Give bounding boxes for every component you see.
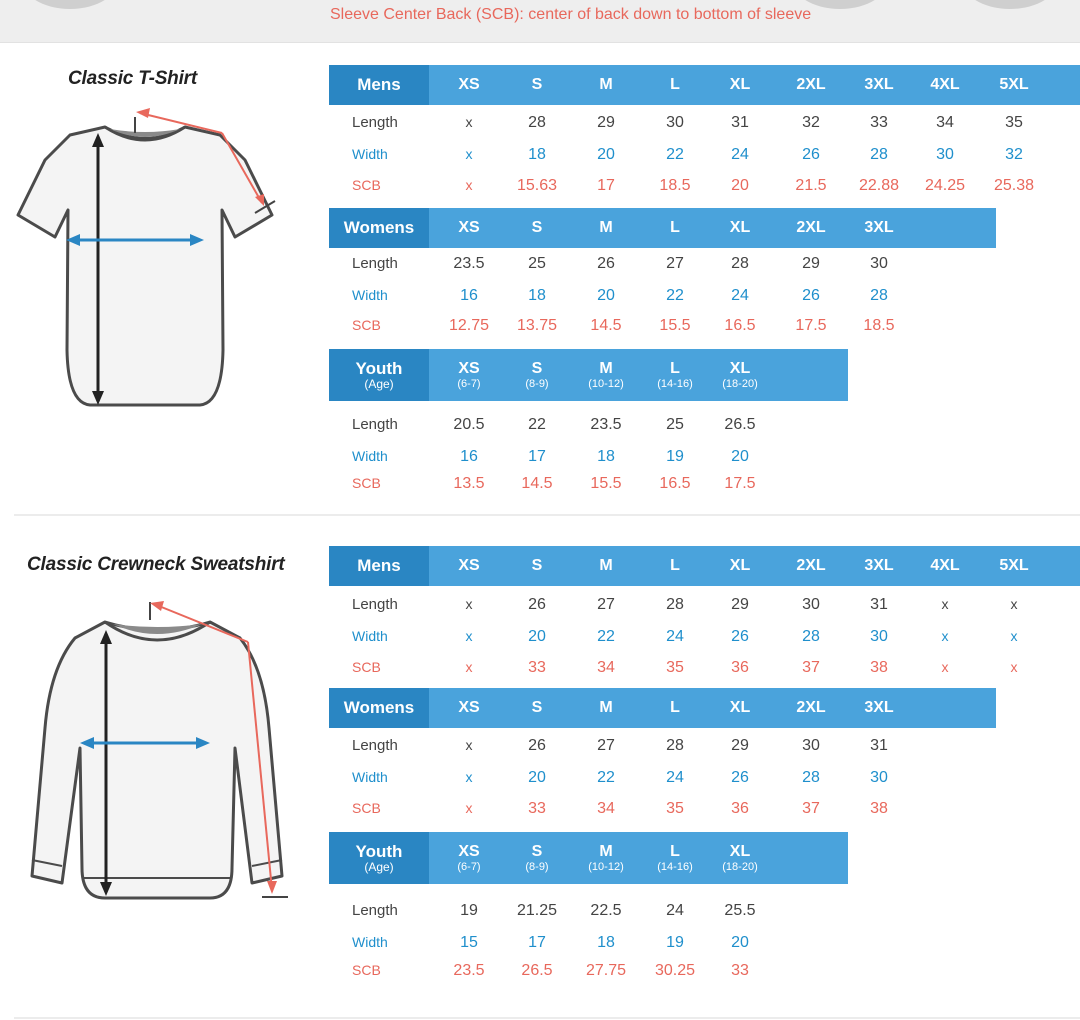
size-label [434, 65, 504, 105]
scb-value: 13.75 [516, 317, 558, 334]
group-label [329, 688, 429, 728]
size-name: XL [729, 76, 751, 94]
size-label [502, 546, 572, 586]
size-name: 3XL [864, 219, 894, 237]
size-name: XS [458, 557, 480, 575]
length-value: 27 [597, 596, 615, 613]
size-name: XL [729, 699, 751, 717]
scb-definition-note: Sleeve Center Back (SCB): center of back down to bottom of sleeve [330, 6, 812, 23]
size-name: L [670, 76, 680, 94]
age-range: (8-9) [525, 377, 549, 390]
length-value: 29 [802, 255, 820, 272]
scb-value: 17 [597, 177, 615, 194]
scb-value: 13.5 [453, 475, 485, 492]
size-name: M [599, 219, 613, 237]
size-name: S [531, 219, 543, 237]
size-name: 2XL [796, 699, 826, 717]
age-range: (10-12) [588, 860, 624, 873]
size-name: S [531, 360, 543, 378]
size-label [776, 208, 846, 248]
age-range: (18-20) [722, 860, 758, 873]
scb-value: 15.5 [590, 475, 622, 492]
group-sub: (Age) [364, 859, 394, 874]
size-header-youth [329, 349, 848, 401]
length-value: 23.5 [590, 416, 622, 433]
width-value: 28 [870, 287, 888, 304]
size-name: XS [458, 76, 480, 94]
scb-value: 35 [666, 800, 684, 817]
width-value: 26 [731, 769, 749, 786]
size-label [705, 208, 775, 248]
scb-row [0, 475, 1080, 497]
size-name: M [599, 557, 613, 575]
length-value: 26.5 [724, 416, 756, 433]
size-label [434, 349, 504, 401]
scb-value: 34 [597, 800, 615, 817]
width-value: 20 [528, 628, 546, 645]
size-label [640, 688, 710, 728]
size-label [776, 65, 846, 105]
size-name: S [531, 699, 543, 717]
size-label [571, 688, 641, 728]
width-value: 20 [731, 934, 749, 951]
length-value: 30 [666, 114, 684, 131]
row-label-width: Width [352, 628, 388, 644]
age-range: (14-16) [657, 860, 693, 873]
width-value: 17 [528, 448, 546, 465]
size-name: 2XL [796, 557, 826, 575]
length-row [0, 255, 1080, 277]
scb-value: 36 [731, 659, 749, 676]
size-label [502, 349, 572, 401]
length-row [0, 737, 1080, 759]
scb-value: 15.63 [516, 177, 558, 194]
length-value: 30 [802, 737, 820, 754]
row-label-scb: SCB [352, 177, 381, 193]
length-value: 21.25 [516, 902, 558, 919]
scb-value: 25.38 [993, 177, 1035, 194]
size-label [705, 688, 775, 728]
scb-value: x [465, 177, 473, 193]
age-range: (6-7) [457, 860, 481, 873]
length-value: x [941, 596, 949, 612]
size-name: 3XL [864, 699, 894, 717]
scb-value: 17.5 [724, 475, 756, 492]
size-name: L [670, 557, 680, 575]
scb-value: 17.5 [795, 317, 827, 334]
width-value: 18 [597, 448, 615, 465]
length-row [0, 596, 1080, 618]
group-label [329, 546, 429, 586]
width-value: 26 [802, 146, 820, 163]
scb-row [0, 317, 1080, 339]
width-value: x [1010, 628, 1018, 644]
row-label-length: Length [352, 737, 398, 754]
length-value: 26 [597, 255, 615, 272]
size-label [571, 208, 641, 248]
scb-value: x [465, 800, 473, 816]
scb-value: 24.25 [924, 177, 966, 194]
size-label [776, 546, 846, 586]
scb-value: 33 [528, 800, 546, 817]
width-value: 20 [597, 146, 615, 163]
size-name: M [599, 843, 613, 861]
row-label-scb: SCB [352, 962, 381, 978]
size-label [640, 349, 710, 401]
size-header-mens [329, 65, 1080, 105]
scb-value: 18.5 [863, 317, 895, 334]
scb-value: x [941, 659, 949, 675]
width-value: 24 [666, 628, 684, 645]
size-name: M [599, 360, 613, 378]
size-name: 4XL [930, 76, 960, 94]
length-value: 30 [802, 596, 820, 613]
width-row [0, 448, 1080, 470]
size-name: L [670, 699, 680, 717]
length-value: x [465, 114, 473, 130]
length-value: 20.5 [453, 416, 485, 433]
scb-value: 23.5 [453, 962, 485, 979]
length-value: 28 [666, 737, 684, 754]
row-label-width: Width [352, 146, 388, 162]
width-value: 32 [1005, 146, 1023, 163]
width-value: 24 [731, 287, 749, 304]
width-value: 19 [666, 448, 684, 465]
length-value: 28 [666, 596, 684, 613]
width-value: 28 [870, 146, 888, 163]
length-value: 24 [666, 902, 684, 919]
scb-value: 12.75 [448, 317, 490, 334]
width-value: 30 [936, 146, 954, 163]
size-name: 3XL [864, 557, 894, 575]
size-name: XS [458, 219, 480, 237]
width-value: 16 [460, 287, 478, 304]
size-name: S [531, 557, 543, 575]
size-name: 3XL [864, 76, 894, 94]
size-name: 5XL [999, 76, 1029, 94]
width-value: 28 [802, 628, 820, 645]
length-value: 25.5 [724, 902, 756, 919]
scb-value: 16.5 [724, 317, 756, 334]
row-label-length: Length [352, 114, 398, 131]
scb-row [0, 800, 1080, 822]
size-label [434, 832, 504, 884]
width-value: 20 [597, 287, 615, 304]
scb-value: 27.75 [585, 962, 627, 979]
length-value: 19 [460, 902, 478, 919]
size-label [434, 688, 504, 728]
length-value: 25 [666, 416, 684, 433]
width-value: 16 [460, 448, 478, 465]
size-name: 4XL [930, 557, 960, 575]
scb-value: 30.25 [654, 962, 696, 979]
length-value: 31 [870, 737, 888, 754]
group-label [329, 349, 429, 401]
scb-value: x [465, 659, 473, 675]
size-label [844, 65, 914, 105]
scb-value: 36 [731, 800, 749, 817]
scb-value: 21.5 [795, 177, 827, 194]
row-label-length: Length [352, 255, 398, 272]
length-value: 35 [1005, 114, 1023, 131]
size-label [705, 546, 775, 586]
size-label [502, 65, 572, 105]
width-row [0, 146, 1080, 168]
size-label [434, 546, 504, 586]
size-name: L [670, 360, 680, 378]
row-label-scb: SCB [352, 475, 381, 491]
width-value: 22 [597, 769, 615, 786]
length-value: 29 [731, 596, 749, 613]
length-value: 26 [528, 737, 546, 754]
size-name: M [599, 699, 613, 717]
section-title-sweatshirt: Classic Crewneck Sweatshirt [27, 554, 285, 575]
section-divider [14, 514, 1080, 516]
length-value: 30 [870, 255, 888, 272]
width-value: 18 [528, 287, 546, 304]
size-header-mens [329, 546, 1080, 586]
size-label [502, 688, 572, 728]
size-label [705, 832, 775, 884]
width-value: 24 [666, 769, 684, 786]
row-label-scb: SCB [352, 659, 381, 675]
width-value: 20 [528, 769, 546, 786]
size-label [910, 546, 980, 586]
size-label [979, 546, 1049, 586]
scb-value: 20 [731, 177, 749, 194]
width-row [0, 769, 1080, 791]
size-name: XS [458, 360, 480, 378]
width-value: 17 [528, 934, 546, 951]
width-value: 22 [597, 628, 615, 645]
length-value: 29 [731, 737, 749, 754]
row-label-width: Width [352, 287, 388, 303]
group-label [329, 65, 429, 105]
size-label [705, 65, 775, 105]
width-value: x [465, 146, 473, 162]
size-name: L [670, 219, 680, 237]
size-label [640, 65, 710, 105]
size-name: XL [729, 360, 751, 378]
row-label-length: Length [352, 596, 398, 613]
row-label-length: Length [352, 416, 398, 433]
scb-value: 18.5 [659, 177, 691, 194]
scb-value: 38 [870, 800, 888, 817]
width-value: x [465, 628, 473, 644]
width-row [0, 628, 1080, 650]
length-value: x [465, 596, 473, 612]
scb-value: 38 [870, 659, 888, 676]
size-name: XS [458, 699, 480, 717]
scb-value: 14.5 [590, 317, 622, 334]
scb-value: x [1010, 659, 1018, 675]
group-name: Womens [343, 218, 415, 238]
section-title-tshirt: Classic T-Shirt [68, 68, 197, 89]
size-name: L [670, 843, 680, 861]
length-value: 22 [528, 416, 546, 433]
size-label [910, 65, 980, 105]
length-value: 31 [870, 596, 888, 613]
decorative-circle [20, 0, 120, 9]
width-value: x [941, 628, 949, 644]
row-label-scb: SCB [352, 800, 381, 816]
bottom-divider [14, 1017, 1080, 1019]
size-label [844, 688, 914, 728]
width-value: 19 [666, 934, 684, 951]
scb-value: 22.88 [858, 177, 900, 194]
length-value: 29 [597, 114, 615, 131]
size-name: 2XL [796, 76, 826, 94]
group-name: Mens [357, 556, 401, 576]
length-row [0, 416, 1080, 438]
length-value: 25 [528, 255, 546, 272]
size-label [640, 208, 710, 248]
size-label [705, 349, 775, 401]
length-value: 26 [528, 596, 546, 613]
size-header-youth [329, 832, 848, 884]
length-value: 32 [802, 114, 820, 131]
size-name: S [531, 76, 543, 94]
row-label-scb: SCB [352, 317, 381, 333]
top-banner [0, 0, 1080, 43]
width-value: 18 [528, 146, 546, 163]
scb-value: 37 [802, 800, 820, 817]
size-label [640, 832, 710, 884]
width-value: 26 [802, 287, 820, 304]
scb-value: 33 [731, 962, 749, 979]
age-range: (14-16) [657, 377, 693, 390]
length-row [0, 114, 1080, 136]
size-label [502, 208, 572, 248]
scb-value: 14.5 [521, 475, 553, 492]
width-value: 18 [597, 934, 615, 951]
row-label-width: Width [352, 934, 388, 950]
length-value: 23.5 [453, 255, 485, 272]
size-name: M [599, 76, 613, 94]
group-label [329, 208, 429, 248]
scb-value: 33 [528, 659, 546, 676]
age-range: (6-7) [457, 377, 481, 390]
width-value: x [465, 769, 473, 785]
length-value: 28 [731, 255, 749, 272]
width-row [0, 287, 1080, 309]
width-value: 15 [460, 934, 478, 951]
size-label [979, 65, 1049, 105]
group-label [329, 832, 429, 884]
width-value: 30 [870, 769, 888, 786]
size-name: XL [729, 843, 751, 861]
row-label-width: Width [352, 769, 388, 785]
size-label [776, 688, 846, 728]
size-label [844, 546, 914, 586]
size-label [571, 546, 641, 586]
decorative-circle [960, 0, 1060, 9]
size-name: XS [458, 843, 480, 861]
size-name: S [531, 843, 543, 861]
scb-value: 37 [802, 659, 820, 676]
scb-value: 16.5 [659, 475, 691, 492]
size-label [844, 208, 914, 248]
length-value: 27 [597, 737, 615, 754]
length-value: 34 [936, 114, 954, 131]
length-value: 22.5 [590, 902, 622, 919]
length-value: 33 [870, 114, 888, 131]
size-label [571, 65, 641, 105]
scb-row [0, 177, 1080, 199]
width-value: 26 [731, 628, 749, 645]
scb-value: 35 [666, 659, 684, 676]
size-name: 2XL [796, 219, 826, 237]
width-value: 22 [666, 287, 684, 304]
size-header-womens [329, 688, 996, 728]
width-row [0, 934, 1080, 956]
row-label-width: Width [352, 448, 388, 464]
scb-row [0, 659, 1080, 681]
scb-value: 26.5 [521, 962, 553, 979]
group-name: Youth [355, 358, 403, 378]
size-name: XL [729, 219, 751, 237]
width-value: 22 [666, 146, 684, 163]
group-name: Youth [355, 841, 403, 861]
width-value: 28 [802, 769, 820, 786]
size-header-womens [329, 208, 996, 248]
length-row [0, 902, 1080, 924]
age-range: (8-9) [525, 860, 549, 873]
scb-value: 34 [597, 659, 615, 676]
length-value: x [1010, 596, 1018, 612]
scb-value: 15.5 [659, 317, 691, 334]
age-range: (18-20) [722, 377, 758, 390]
size-name: 5XL [999, 557, 1029, 575]
length-value: x [465, 737, 473, 753]
group-name: Mens [357, 75, 401, 95]
scb-row [0, 962, 1080, 984]
size-label [571, 349, 641, 401]
group-name: Womens [343, 698, 415, 718]
size-label [502, 832, 572, 884]
size-name: XL [729, 557, 751, 575]
size-label [571, 832, 641, 884]
length-value: 28 [528, 114, 546, 131]
length-value: 27 [666, 255, 684, 272]
width-value: 24 [731, 146, 749, 163]
age-range: (10-12) [588, 377, 624, 390]
width-value: 20 [731, 448, 749, 465]
width-value: 30 [870, 628, 888, 645]
length-value: 31 [731, 114, 749, 131]
group-sub: (Age) [364, 376, 394, 391]
size-label [434, 208, 504, 248]
size-label [640, 546, 710, 586]
row-label-length: Length [352, 902, 398, 919]
